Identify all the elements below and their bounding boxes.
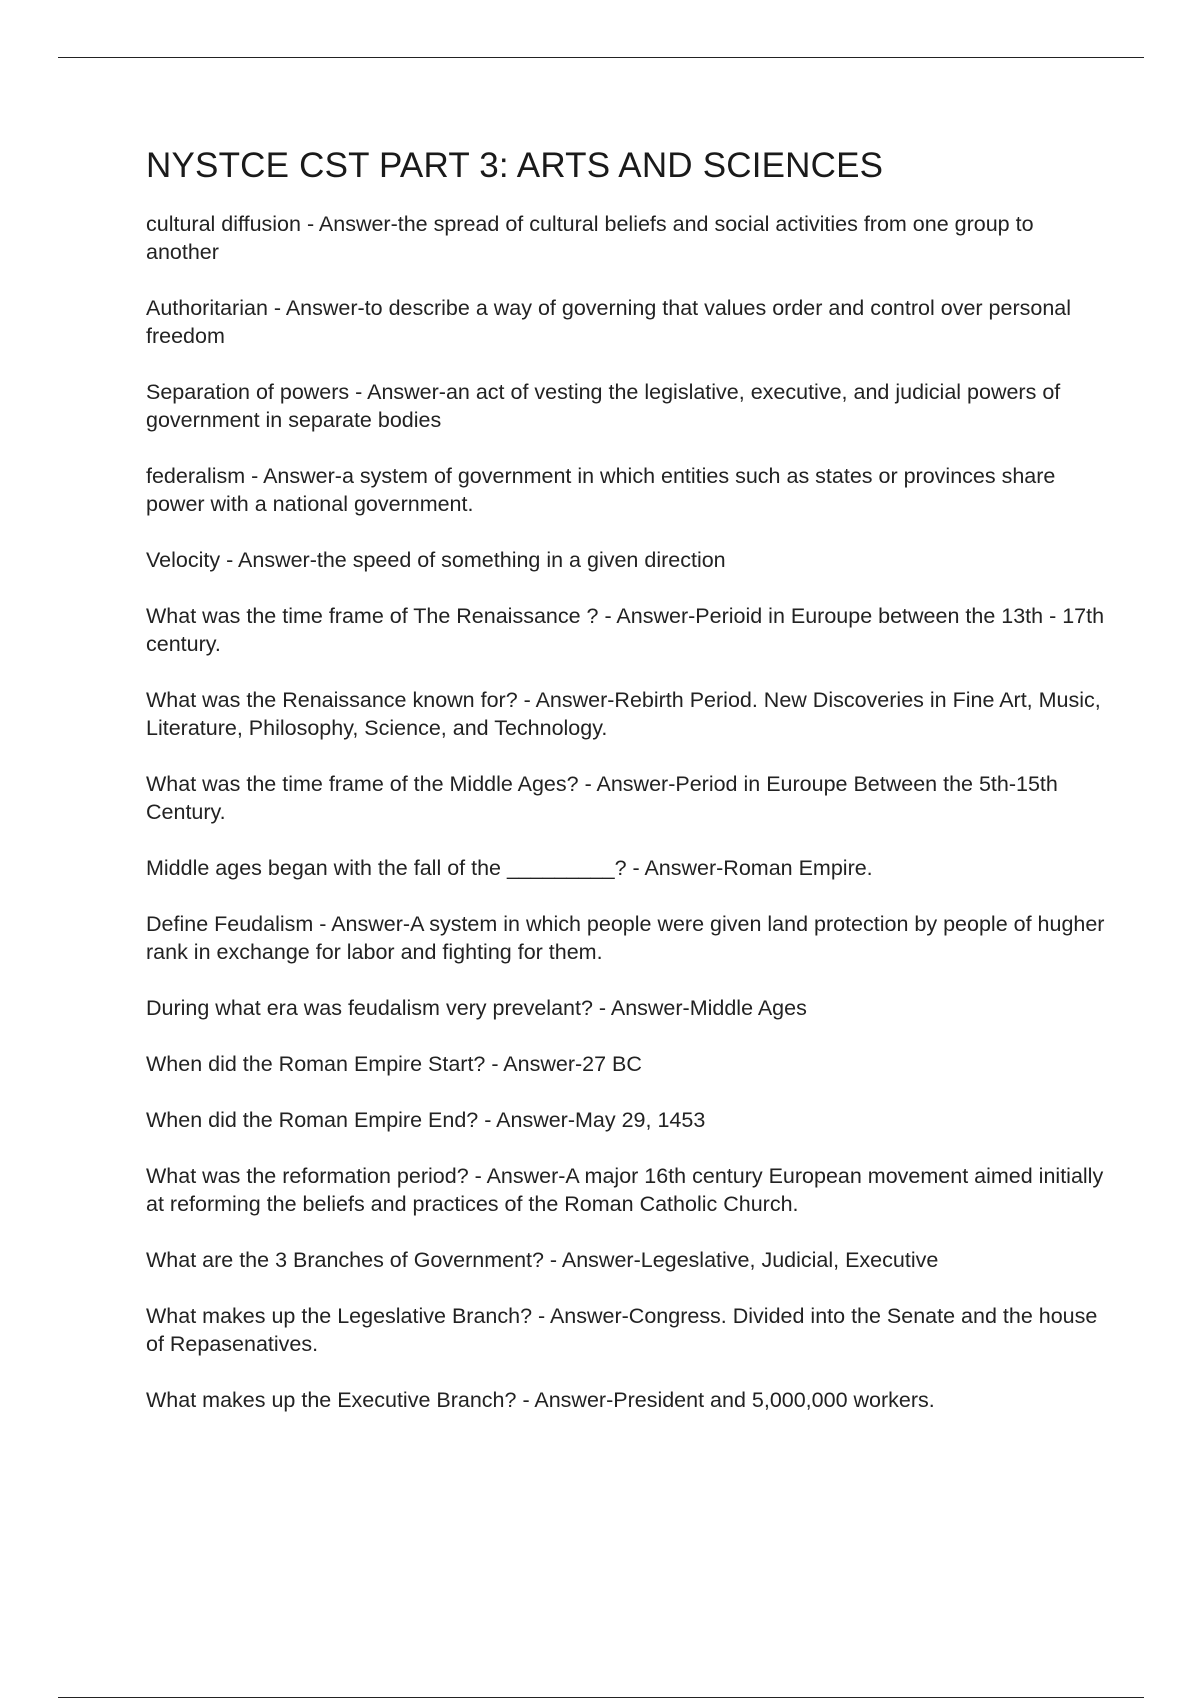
- document-body: [146, 144, 1106, 1442]
- qa-entry: Middle ages began with the fall of the _________? - Answer-Roman Empire.: [146, 856, 873, 880]
- qa-entry: Authoritarian - Answer-to describe a way of governing that values order and control over personal freedom: [146, 296, 1072, 348]
- qa-entry: What was the reformation period? - Answer-A major 16th century European movement aimed initially at reforming the beliefs and practices of the Roman Catholic Church.: [146, 1164, 1104, 1216]
- document-title: NYSTCE CST PART 3: ARTS AND SCIENCES: [146, 146, 884, 185]
- qa-entry: When did the Roman Empire End? - Answer-May 29, 1453: [146, 1108, 706, 1132]
- qa-entry: During what era was feudalism very prevelant? - Answer-Middle Ages: [146, 996, 807, 1020]
- top-divider: [58, 57, 1144, 58]
- qa-entry: Define Feudalism - Answer-A system in which people were given land protection by people of hugher rank in exchange for labor and fighting for them.: [146, 912, 1105, 964]
- qa-entry: What was the Renaissance known for? - Answer-Rebirth Period. New Discoveries in Fine Art, Music, Literature, Philosophy, Science, and Technology.: [146, 688, 1101, 740]
- qa-entry: cultural diffusion - Answer-the spread of cultural beliefs and social activities from one group to another: [146, 212, 1034, 264]
- qa-entry: Velocity - Answer-the speed of something in a given direction: [146, 548, 726, 572]
- bottom-divider: [58, 1697, 1144, 1698]
- qa-entry: What makes up the Legeslative Branch? - Answer-Congress. Divided into the Senate and the house of Repasenatives.: [146, 1304, 1098, 1356]
- qa-entry: federalism - Answer-a system of government in which entities such as states or provinces share power with a national government.: [146, 464, 1056, 516]
- qa-entry: What was the time frame of The Renaissance ? - Answer-Perioid in Euroupe between the 13th - 17th century.: [146, 604, 1105, 656]
- qa-entry: What was the time frame of the Middle Ages? - Answer-Period in Euroupe Between the 5th-15th Century.: [146, 772, 1058, 824]
- qa-entry: What are the 3 Branches of Government? - Answer-Legeslative, Judicial, Executive: [146, 1248, 939, 1272]
- qa-entry: What makes up the Executive Branch? - Answer-President and 5,000,000 workers.: [146, 1388, 935, 1412]
- qa-entry: When did the Roman Empire Start? - Answer-27 BC: [146, 1052, 642, 1076]
- qa-entry: Separation of powers - Answer-an act of vesting the legislative, executive, and judicial powers of government in separate bodies: [146, 380, 1061, 432]
